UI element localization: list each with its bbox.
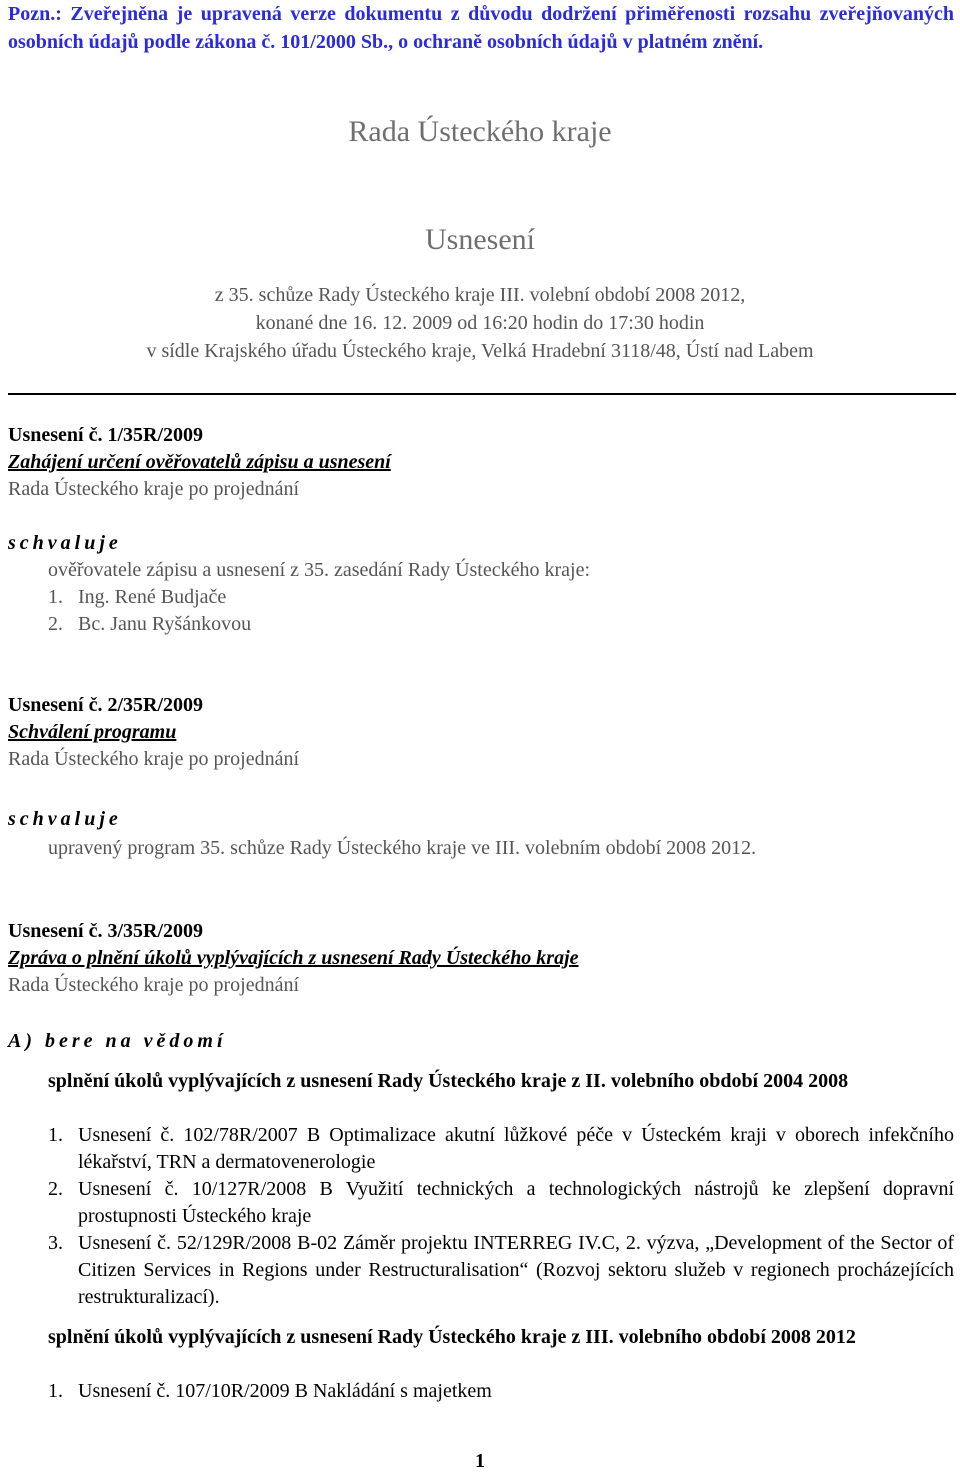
resolution-number: Usnesení č. 1/35R/2009	[8, 424, 203, 446]
resolution-text: ověřovatele zápisu a usnesení z 35. zasedání Rady Ústeckého kraje:	[48, 559, 591, 581]
resolution-intro: Rada Ústeckého kraje po projednání	[8, 478, 300, 500]
header-divider	[8, 393, 956, 395]
resolution-verb: A) bere na vědomí	[8, 1030, 227, 1052]
list-item-text: Bc. Janu Ryšánkovou	[78, 613, 252, 635]
group-heading: splnění úkolů vyplývajících z usnesení Rady Ústeckého kraje z III. volebního období 2008 2012	[48, 1326, 856, 1348]
meeting-line: z 35. schůze Rady Ústeckého kraje III. volební období 2008 2012,	[214, 284, 746, 306]
resolution-verb: schvaluje	[8, 808, 122, 830]
resolution-title-wrap	[8, 449, 954, 476]
list-item-text: Usnesení č. 52/129R/2008 B-02 Záměr projektu INTERREG IV.C, 2. výzva, „Development of the Sector of Citizen Services in Regions under Restructuralisation“ (Rozvoj sektoru služeb v regionech procházejících restrukturalizací).	[78, 1232, 954, 1308]
list-item-number: 2.	[48, 1178, 63, 1200]
list-item-text: Usnesení č. 10/127R/2008 B Využití technických a technologických nástrojů ke zlepšení dopravní prostupnosti Ústeckého kraje	[78, 1178, 954, 1227]
list-item-number: 1.	[48, 586, 63, 608]
publication-note	[8, 0, 954, 56]
resolution-intro: Rada Ústeckého kraje po projednání	[8, 974, 300, 996]
meeting-venue-line: v sídle Krajského úřadu Ústeckého kraje, Velká Hradební 3118/48, Ústí nad Labem	[146, 340, 814, 362]
meeting-date-line: konané dne 16. 12. 2009 od 16:20 hodin do 17:30 hodin	[255, 312, 705, 334]
document-subtitle: Usnesení	[425, 223, 535, 256]
resolution-title-wrap	[8, 719, 954, 746]
resolution-verb: schvaluje	[8, 532, 122, 554]
resolution-number: Usnesení č. 3/35R/2009	[8, 920, 203, 942]
list-item-number: 3.	[48, 1232, 63, 1254]
list-item-number: 1.	[48, 1124, 63, 1146]
list-item-number: 1.	[48, 1380, 63, 1402]
council-title: Rada Ústeckého kraje	[348, 115, 612, 148]
resolution-title-wrap	[8, 945, 954, 972]
list-item-text: Ing. René Budjače	[78, 586, 227, 608]
list-item-text: Usnesení č. 102/78R/2007 B Optimalizace akutní lůžkové péče v Ústeckém kraji v oborech infekčního lékařství, TRN a dermatovenerologie	[78, 1124, 954, 1173]
resolution-title: Zahájení určení ověřovatelů zápisu a usnesení	[8, 451, 391, 473]
resolution-text: upravený program 35. schůze Rady Ústeckého kraje ve III. volebním období 2008 2012.	[48, 837, 757, 859]
note-label: Pozn.:	[8, 3, 62, 25]
page-number: 1	[475, 1450, 485, 1472]
list-item-number: 2.	[48, 613, 63, 635]
note-text: Zveřejněna je upravená verze dokumentu z důvodu dodržení přiměřenosti rozsahu zveřejňovaných osobních údajů podle zákona č. 101/2000 Sb., o ochraně osobních údajů v platném znění.	[8, 3, 954, 53]
list-item-text: Usnesení č. 107/10R/2009 B Nakládání s majetkem	[78, 1380, 492, 1402]
resolution-title: Zpráva o plnění úkolů vyplývajících z usnesení Rady Ústeckého kraje	[8, 947, 579, 969]
resolution-number: Usnesení č. 2/35R/2009	[8, 694, 203, 716]
resolution-intro: Rada Ústeckého kraje po projednání	[8, 748, 300, 770]
group-heading: splnění úkolů vyplývajících z usnesení Rady Ústeckého kraje z II. volebního období 2004 2008	[48, 1070, 849, 1092]
resolution-title: Schválení programu	[8, 721, 177, 743]
